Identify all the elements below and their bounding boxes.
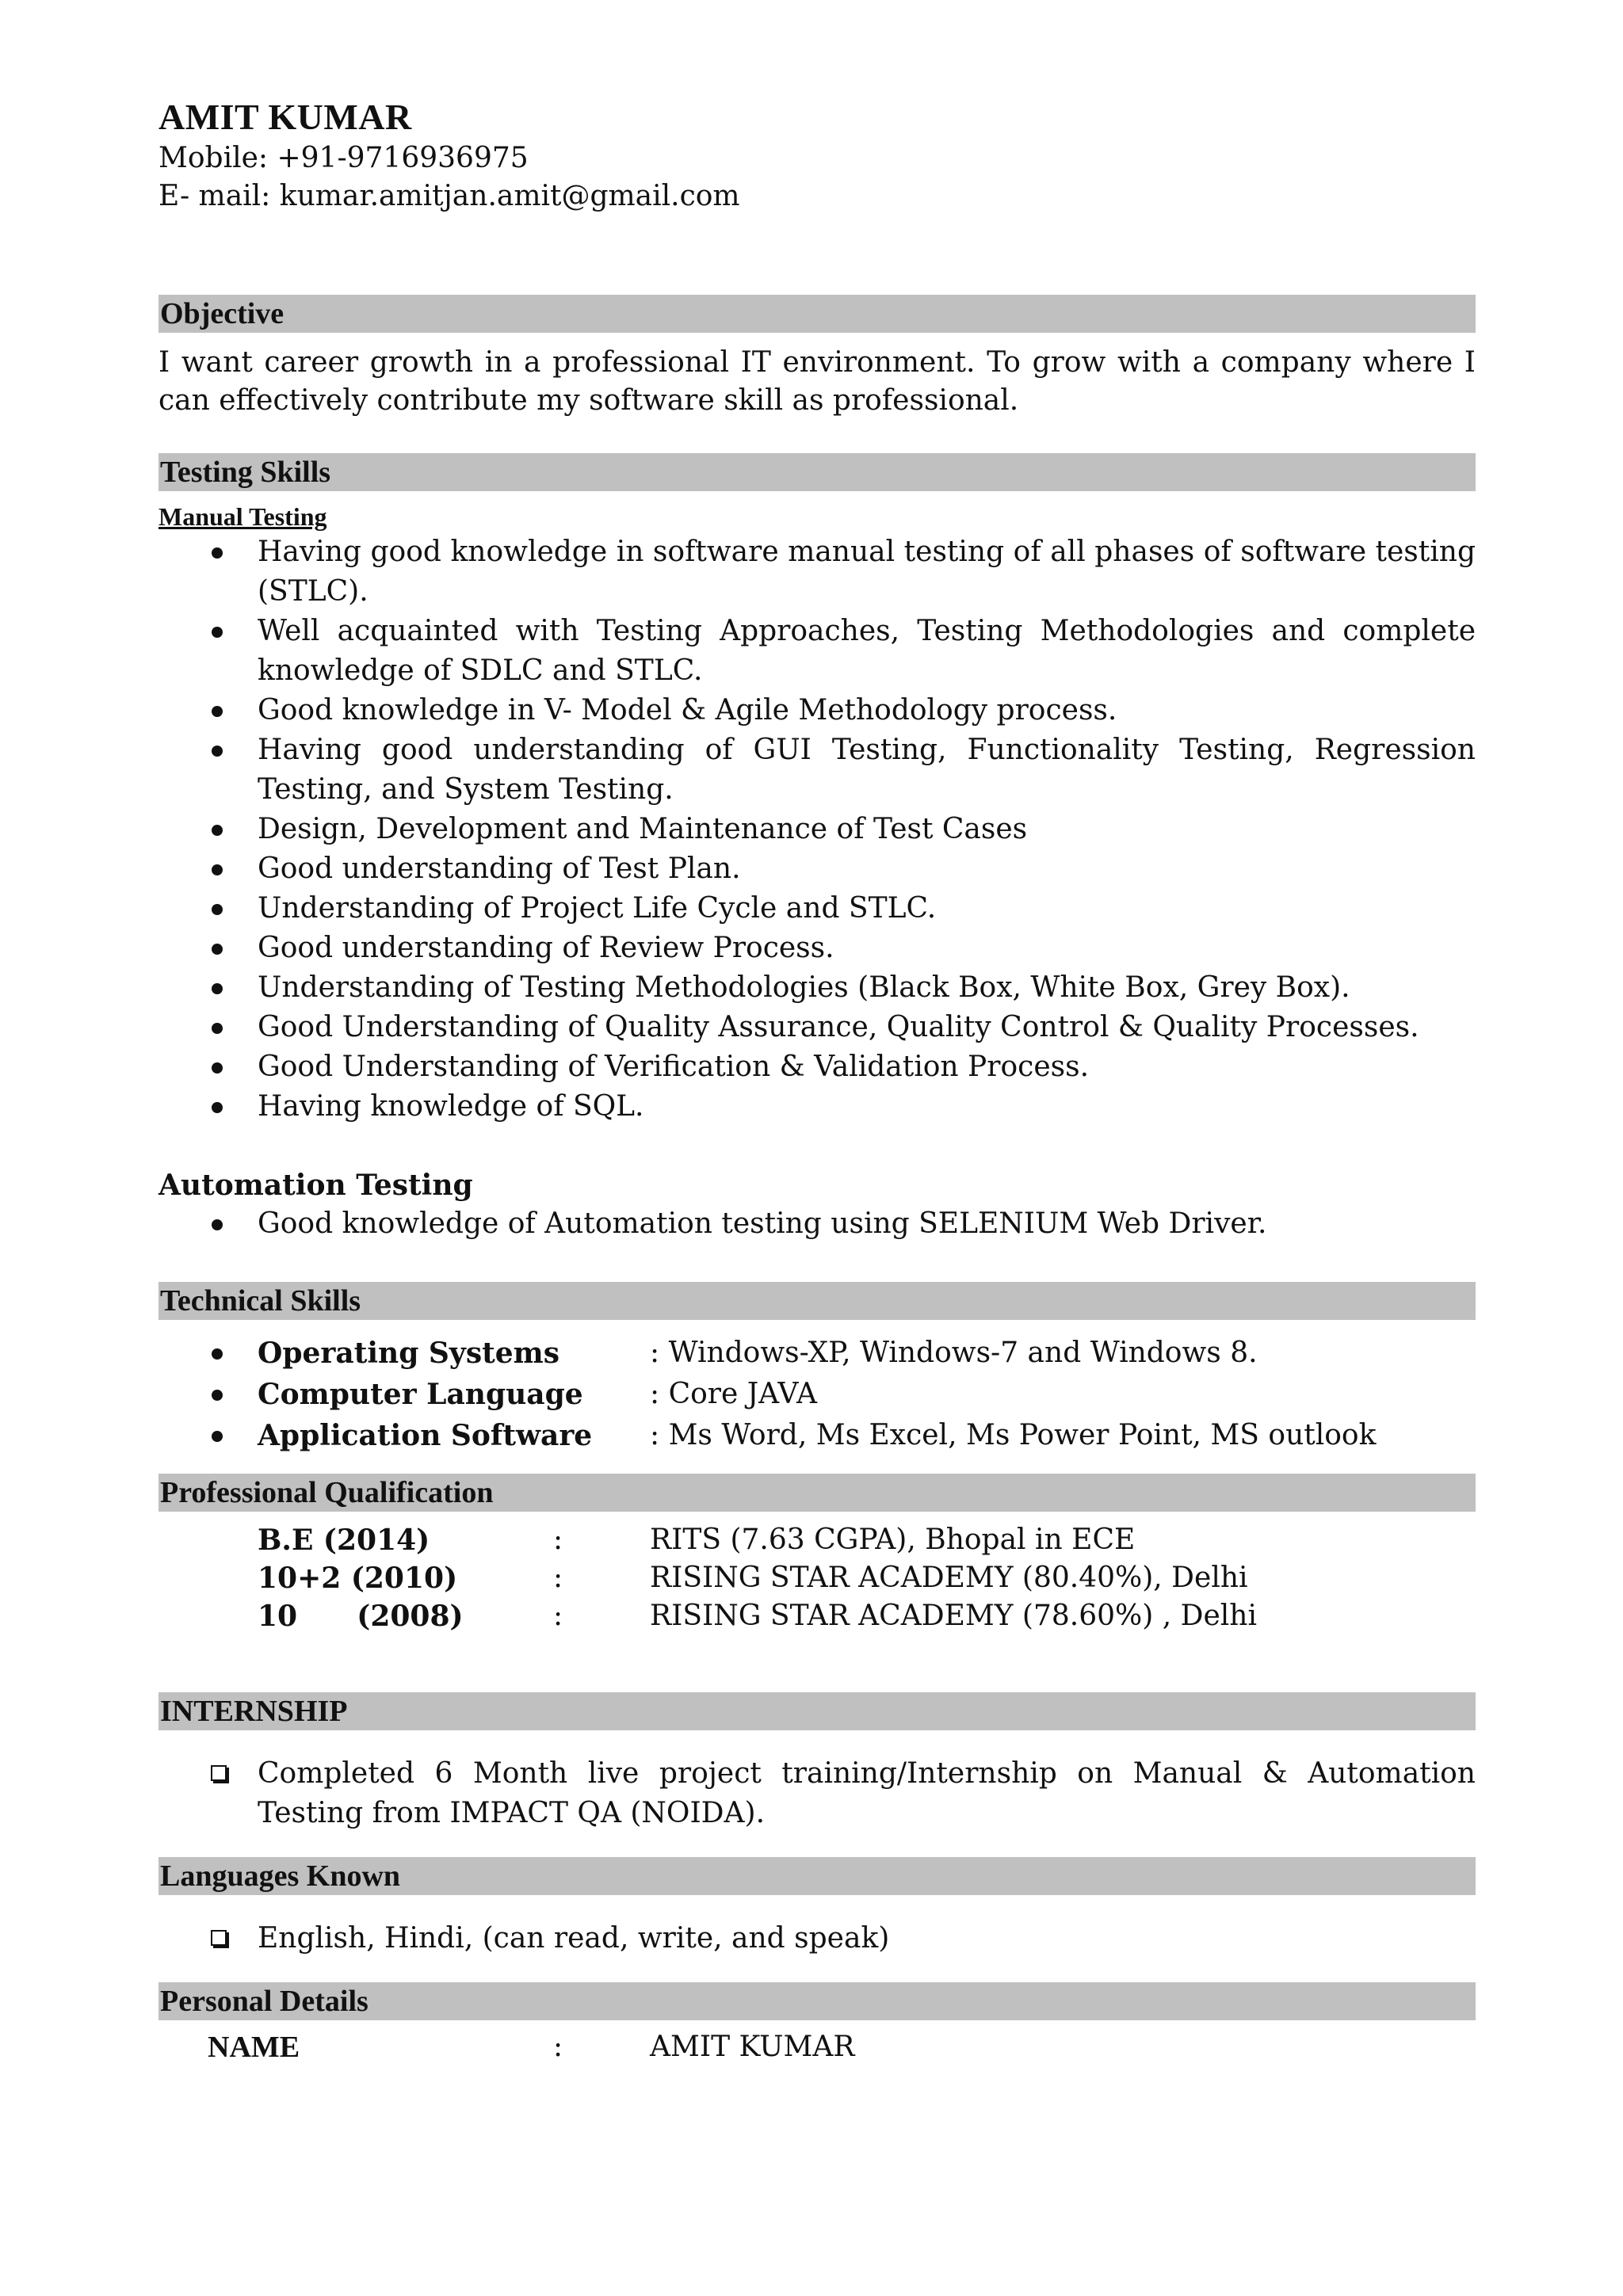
- manual-testing-list: [158, 532, 1476, 1127]
- bullet-icon: [212, 706, 223, 717]
- tech-skill-row: [158, 1333, 1476, 1374]
- list-item: Having knowledge of SQL.: [158, 1087, 1476, 1127]
- bullet-icon: [212, 627, 223, 638]
- list-item: Well acquainted with Testing Approaches, Testing Methodologies and complete knowledge of SDLC and STLC.: [158, 612, 1476, 691]
- list-item: Good knowledge in V- Model & Agile Methodology process.: [158, 691, 1476, 730]
- list-item: Completed 6 Month live project training/Internship on Manual & Automation Testing from IMPACT QA (NOIDA).: [158, 1754, 1476, 1833]
- section-objective-heading: Objective: [158, 295, 1476, 333]
- list-item: Good understanding of Test Plan.: [158, 849, 1476, 889]
- qualification-row: [158, 1597, 1476, 1635]
- qualification-separator: :: [553, 1600, 563, 1632]
- qualification-separator: :: [553, 1562, 563, 1594]
- bullet-icon: [212, 1348, 223, 1360]
- section-qualification-heading: Professional Qualification: [158, 1474, 1476, 1512]
- section-testing-skills-heading: Testing Skills: [158, 453, 1476, 491]
- resume-page: [158, 95, 1476, 2068]
- mobile-number: Mobile: +91-9716936975: [158, 142, 529, 174]
- list-item: Design, Development and Maintenance of Test Cases: [158, 810, 1476, 849]
- languages-list: [158, 1919, 1476, 1958]
- tech-skill-row: [158, 1415, 1476, 1456]
- tech-skill-value: : Windows-XP, Windows-7 and Windows 8.: [650, 1337, 1258, 1369]
- qualification-degree: 10+2 (2010): [258, 1562, 458, 1595]
- list-item: Understanding of Testing Methodologies (Black Box, White Box, Grey Box).: [158, 968, 1476, 1008]
- personal-detail-separator: :: [553, 2031, 563, 2063]
- qualification-degree: 10 (2008): [258, 1600, 464, 1633]
- candidate-name: AMIT KUMAR: [158, 97, 412, 137]
- section-internship-heading: INTERNSHIP: [158, 1692, 1476, 1730]
- bullet-icon: [212, 983, 223, 994]
- qualification-row: [158, 1521, 1476, 1559]
- personal-detail-row: [158, 2027, 1476, 2068]
- bullet-icon: [212, 904, 223, 915]
- tech-skill-value: : Core JAVA: [650, 1378, 817, 1410]
- list-item: Having good knowledge in software manual testing of all phases of software testing (STLC).: [158, 532, 1476, 612]
- bullet-icon: [212, 944, 223, 955]
- bullet-icon: [212, 825, 223, 836]
- qualification-institute: RISING STAR ACADEMY (78.60%) , Delhi: [650, 1600, 1257, 1632]
- bullet-icon: [212, 1219, 223, 1230]
- bullet-icon: [212, 1023, 223, 1034]
- internship-list: [158, 1754, 1476, 1833]
- bullet-icon: [212, 1062, 223, 1074]
- tech-skill-label: Application Software: [258, 1419, 593, 1452]
- bullet-icon: [212, 1431, 223, 1442]
- tech-skill-row: [158, 1374, 1476, 1415]
- tech-skill-label: Operating Systems: [258, 1337, 559, 1370]
- list-item: Having good understanding of GUI Testing, Functionality Testing, Regression Testing, and System Testing.: [158, 730, 1476, 810]
- bullet-icon: [212, 547, 223, 559]
- bullet-icon: [212, 1102, 223, 1113]
- automation-testing-list: [158, 1204, 1476, 1244]
- manual-testing-subheading: Manual Testing: [158, 502, 327, 531]
- list-item: Good knowledge of Automation testing using SELENIUM Web Driver.: [158, 1204, 1476, 1244]
- qualification-row: [158, 1559, 1476, 1597]
- automation-testing-subheading: Automation Testing: [158, 1169, 473, 1202]
- personal-detail-key: NAME: [208, 2031, 300, 2064]
- section-personal-details-heading: Personal Details: [158, 1982, 1476, 2020]
- personal-detail-value: AMIT KUMAR: [650, 2031, 855, 2063]
- checkbox-bullet-icon: [211, 1930, 227, 1946]
- section-languages-heading: Languages Known: [158, 1857, 1476, 1895]
- qualification-degree: B.E (2014): [258, 1524, 430, 1557]
- email-address: E- mail: kumar.amitjan.amit@gmail.com: [158, 180, 740, 212]
- qualification-institute: RITS (7.63 CGPA), Bhopal in ECE: [650, 1524, 1136, 1556]
- tech-skill-label: Computer Language: [258, 1378, 583, 1411]
- list-item: Understanding of Project Life Cycle and STLC.: [158, 889, 1476, 929]
- checkbox-bullet-icon: [211, 1765, 227, 1781]
- tech-skill-value: : Ms Word, Ms Excel, Ms Power Point, MS outlook: [650, 1419, 1377, 1451]
- bullet-icon: [212, 1390, 223, 1401]
- list-item: Good Understanding of Quality Assurance, Quality Control & Quality Processes.: [158, 1008, 1476, 1047]
- bullet-icon: [212, 864, 223, 875]
- list-item: Good understanding of Review Process.: [158, 929, 1476, 968]
- section-technical-skills-heading: Technical Skills: [158, 1282, 1476, 1320]
- objective-text: I want career growth in a professional IT environment. To grow with a company where I can effectively contribute my software skill as professional.: [158, 346, 1476, 417]
- list-item: Good Understanding of Verification & Validation Process.: [158, 1047, 1476, 1087]
- qualification-separator: :: [553, 1524, 563, 1556]
- bullet-icon: [212, 746, 223, 757]
- list-item: English, Hindi, (can read, write, and speak): [158, 1919, 1476, 1958]
- qualification-institute: RISING STAR ACADEMY (80.40%), Delhi: [650, 1562, 1248, 1594]
